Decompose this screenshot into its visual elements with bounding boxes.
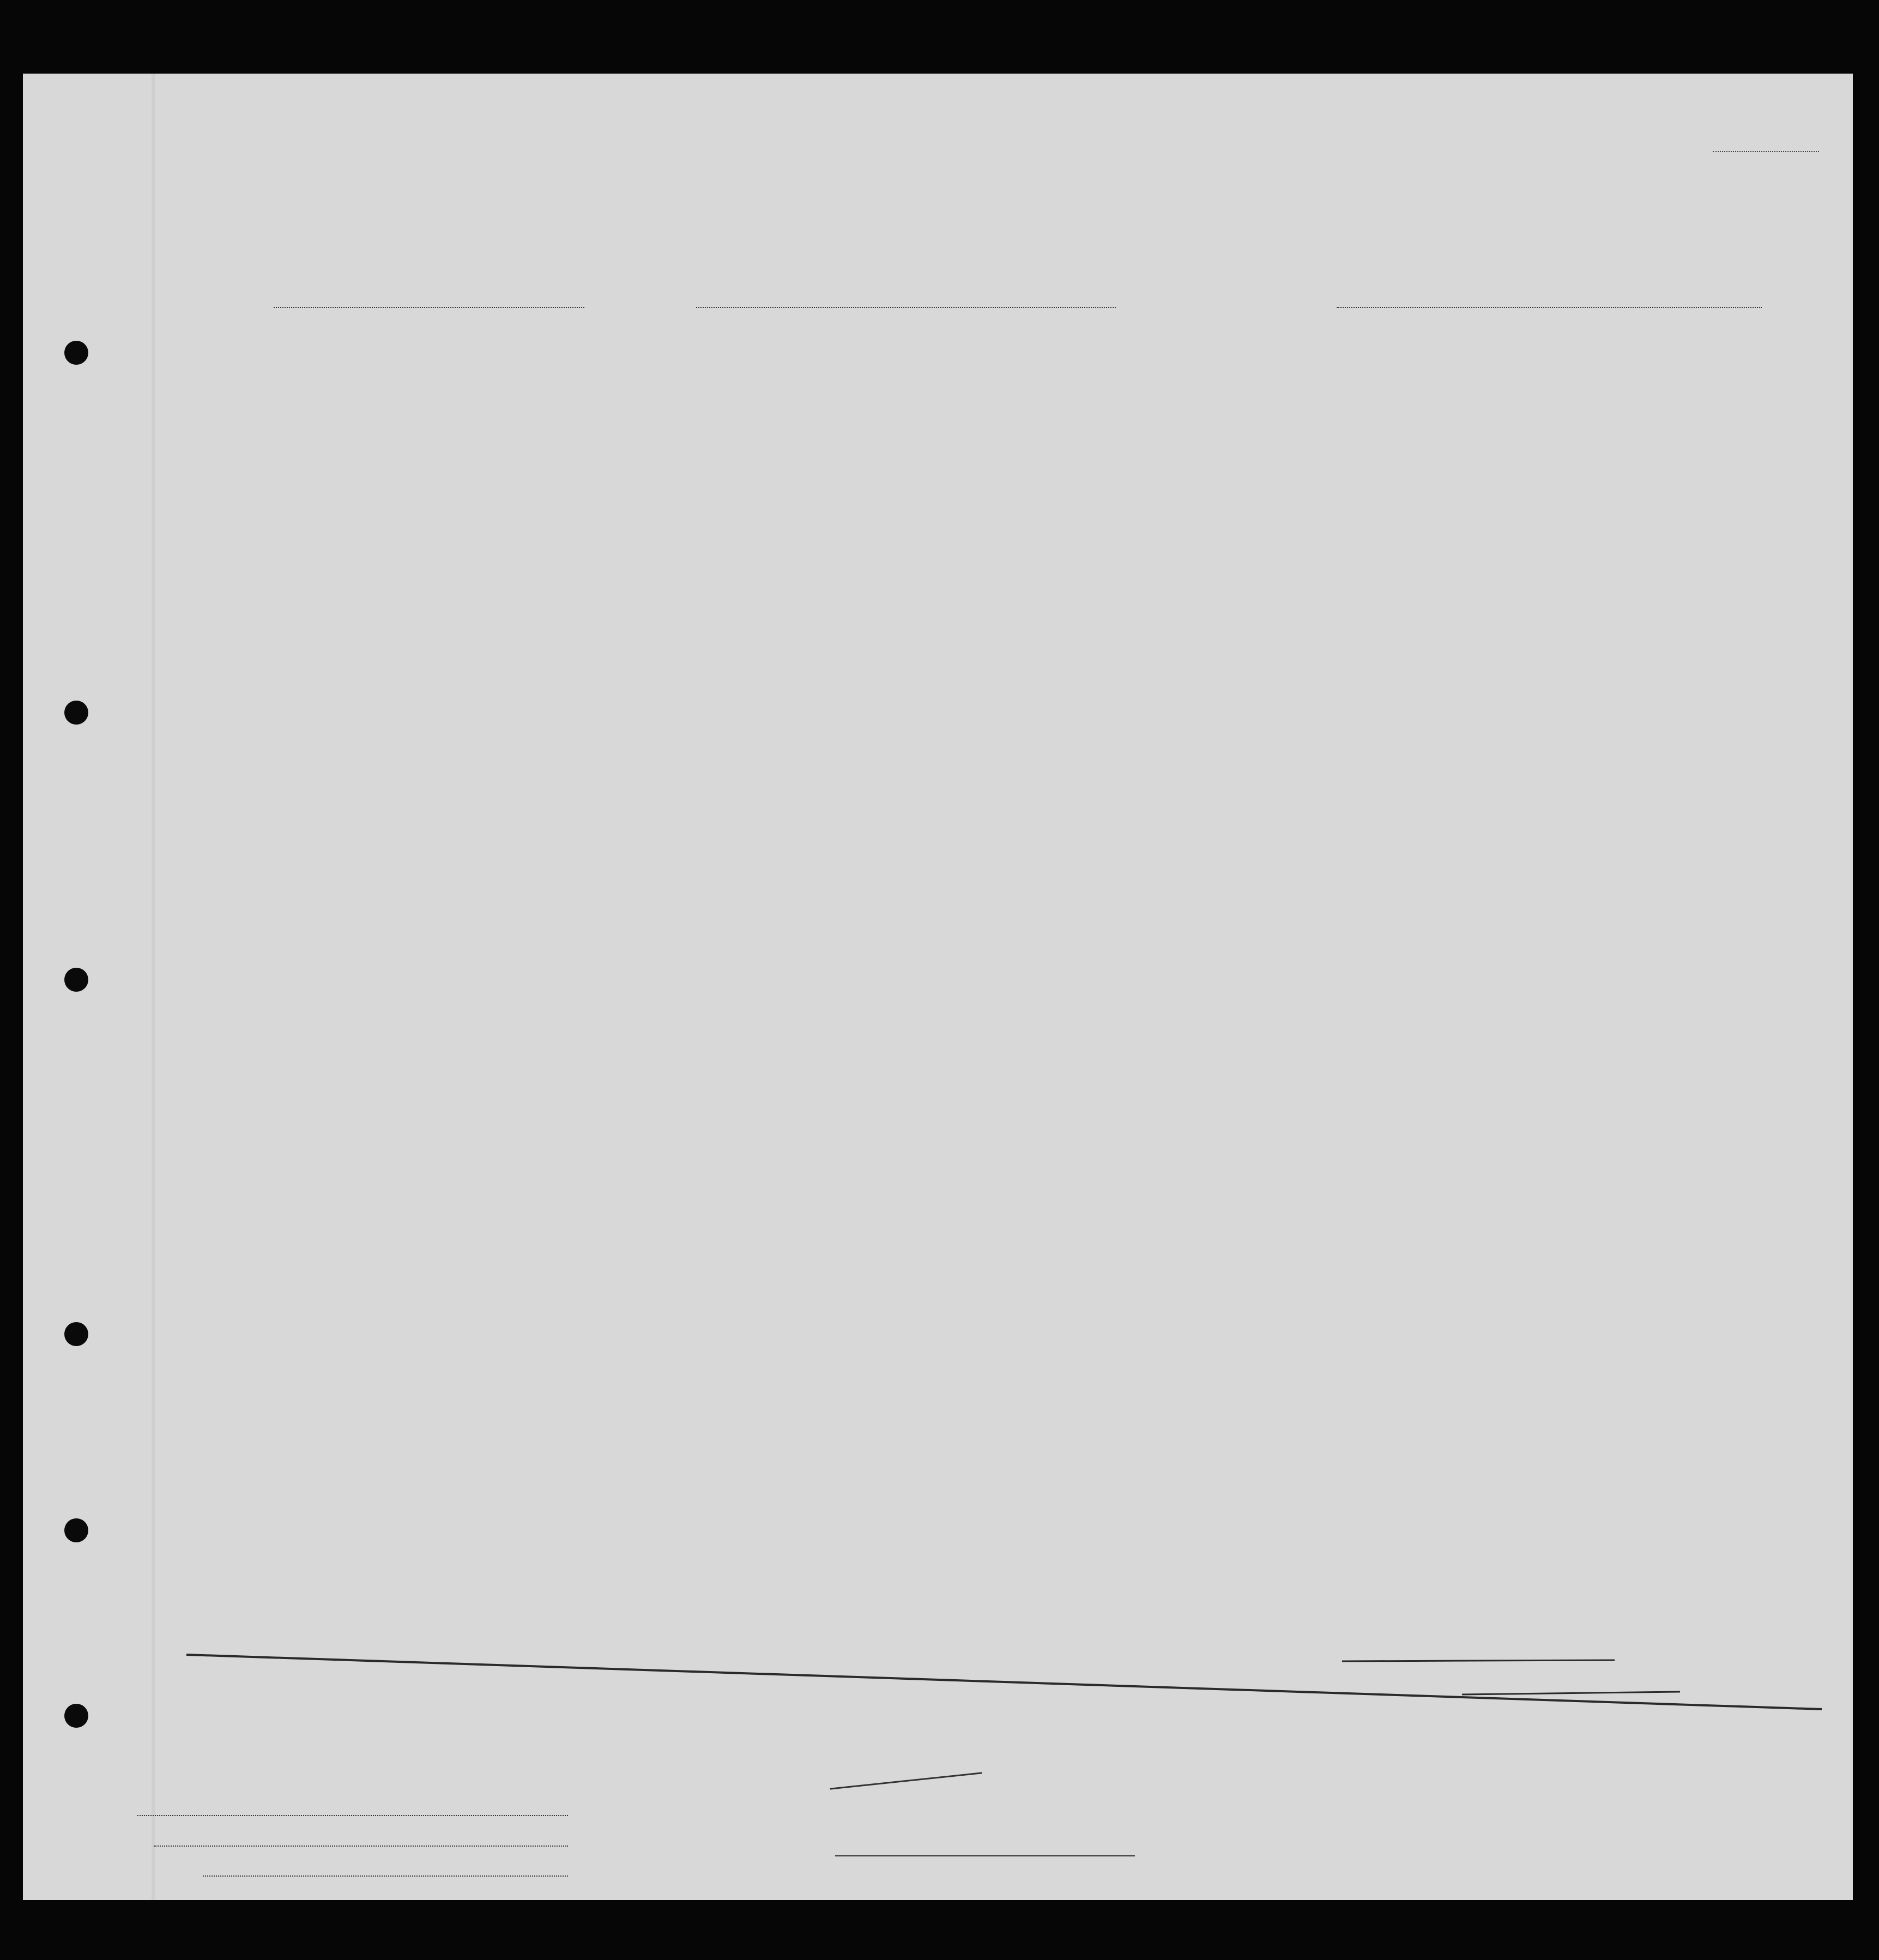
punch-hole — [64, 701, 88, 725]
closing-diagonal-line — [186, 1655, 1822, 1709]
punch-hole — [64, 968, 88, 992]
punch-hole — [64, 1704, 88, 1728]
arrival-underline — [696, 307, 1116, 308]
vessel-underline — [274, 307, 584, 308]
punch-hole — [64, 341, 88, 365]
signature-flourish — [830, 1772, 982, 1789]
line-rule — [137, 1815, 568, 1816]
inspector-rule — [835, 1855, 1135, 1856]
sheet-underline — [1713, 151, 1819, 152]
aliens-strike-line — [1462, 1692, 1680, 1694]
binding-margin — [152, 74, 155, 1900]
total-rule-svg — [154, 1644, 1833, 1726]
agents-rule — [203, 1875, 568, 1877]
from-underline — [1337, 307, 1762, 308]
owners-rule — [154, 1846, 568, 1847]
manifest-sheet — [23, 74, 1853, 1900]
punch-hole — [64, 1518, 88, 1542]
punch-hole — [64, 1322, 88, 1346]
crew-strike-line — [1342, 1660, 1615, 1661]
